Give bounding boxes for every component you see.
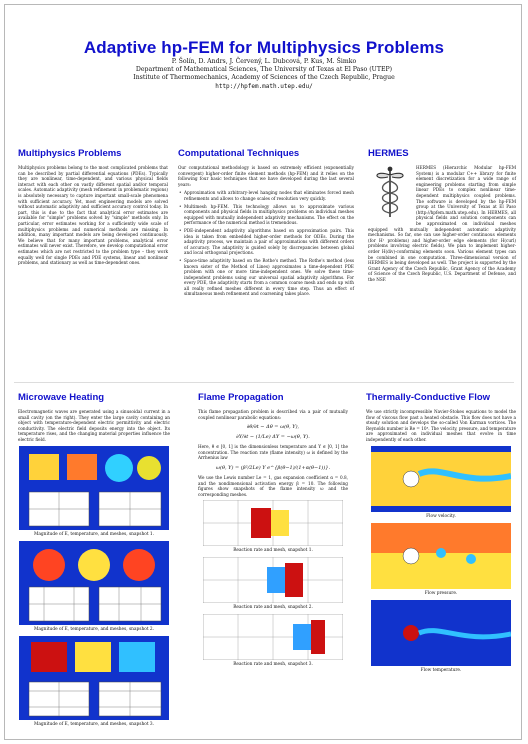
section-thermal bbox=[366, 392, 516, 677]
microwave-figure-3 bbox=[19, 636, 169, 720]
affiliation-1: Department of Mathematical Sciences, The University of Texas at El Paso (UTEP) bbox=[135, 66, 393, 73]
flame-figure-2 bbox=[203, 557, 343, 603]
figure-caption: Flow temperature. bbox=[420, 667, 462, 673]
section-text: We use the Lewis number Le = 1, gas expansion coefficient α = 0.8, and the nondimensional activation energy β = 10. The following figures show snapshots of the flame intensity ω and the corresponding meshes. bbox=[198, 474, 348, 497]
section-title: Flame Propagation bbox=[198, 392, 284, 403]
figure-caption: Reaction rate and mesh, snapshot 2. bbox=[233, 605, 313, 611]
section-text: HERMES (Hierarchic Modular hp-FEM System) is a modular C++ library for finite element discretization for a wide range of engineering problems starting from simple linear PDEs to complex nonlinear time-dependent multiphysics coupled problems. The software is developed by the hp-FEM group at the University of Texas at El Paso (http://hpfem.math.utep.edu). In HERMES, all physical fields and solution components can be approximated on individual meshes equipped with mutually independent automatic adaptivity mechanisms. So far, one can use higher-order continuous elements (for H¹ problems) and higher-order edge elements (for H(curl) problems involving electric fields). We plan to implement higher-order H(div)-conforming elements soon. Various element types can be combined in one computation. Three-dimensional version of HERMES is being developed as well. The project is supported by the Grant Agency of the Czech Republic, Grant Agency of the Academy of Science of the Czech Republic, U.S. Department of Defense, and the NSF. bbox=[368, 165, 516, 282]
flow-temperature-figure bbox=[371, 600, 511, 666]
section-title: HERMES bbox=[368, 148, 409, 159]
section-text: Electromagnetic waves are generated using a sinusoidal current in a small cavity (on the right). They enter the large cavity containing an object with temperature-dependent electric permittivity and electric conductivity. The electric field deposits energy into the object. Its temperature rises, and the changing material properties influence the electric field. bbox=[18, 409, 170, 442]
section-text: Here, θ ∈ [0, 1] is the dimensionless temperature and Y ∈ [0, 1] the concentration. The reaction rate (flame intensity) ω is defined by the Arrhenius law bbox=[198, 444, 348, 461]
figure-caption: Reaction rate and mesh, snapshot 3. bbox=[233, 662, 313, 668]
equation-3: ω(θ, Y) = (β²/2Le) Y e^{β(θ−1)/(1+α(θ−1))}. bbox=[215, 464, 331, 471]
technique-list bbox=[178, 190, 354, 297]
figure-caption: Flow pressure. bbox=[424, 590, 458, 596]
section-hermes bbox=[368, 148, 516, 285]
figure-caption: Magnitude of E, temperature, and meshes, snapshot 3. bbox=[33, 721, 155, 727]
section-flame bbox=[198, 392, 348, 671]
figure-caption: Magnitude of E, temperature, and meshes, snapshot 2. bbox=[33, 626, 155, 632]
section-computational bbox=[178, 148, 354, 299]
authors: P. Šolín, D. Andrs, J. Červený, L. Dubcová, P. Kus, M. Šimko bbox=[171, 58, 357, 65]
flow-pressure-figure bbox=[371, 523, 511, 589]
technique-item: • PDE-independent adaptivity algorithms based on approximation pairs. This idea is taken from embedded higher-order methods for ODEs. During the adaptivity process, we maintain a pair of approximations with different orders of accuracy. The adaptivity is guided solely by discrepancies between global and local orthogonal projections. bbox=[184, 228, 354, 256]
technique-item: • Multimesh hp-FEM. This technology allows us to approximate various components and physical fields in multiphysics problems on individual meshes equipped with mutually independent adaptivity mechanisms. The effect on the performance of the numerical method is tremendous. bbox=[184, 204, 354, 226]
equation-2: ∂Y/∂t − (1/Le) ΔY = −ω(θ, Y). bbox=[236, 434, 310, 441]
flame-figure-3 bbox=[203, 614, 343, 660]
section-microwave bbox=[18, 392, 170, 731]
caduceus-icon bbox=[368, 165, 412, 219]
technique-item: • Approximation with arbitrary-level hanging nodes that eliminates forced mesh refinements and allows to change scales of resolution very quickly. bbox=[184, 190, 354, 201]
section-text: Multiphysics problems belong to the most complicated problems that can be described by partial differential equations (PDEs). Typically they are nonlinear, time-dependent, and various physical fields interact with each other on vastly different spatial and/or temporal scales. Automatic adaptivity (mesh refinement in problematic regions) is absolutely necessary to capture important small-scale phenomena with sufficient accuracy. Yet, most engineering models are solved without automatic adaptivity and sufficient accuracy control today. In part, this is due to the fact that analytical error estimates are available for "simple" problems solved by "simple" methods only. In particular, error estimates working for a sufficiently wide scale of multiphysics problems and numerical methods are missing. In addition, many important models are being developed continuously. We believe that for many important problems, analytical error estimates will never exist. Therefore, we develop computational error estimates which are not restricted to the problem type – they work equally well for single PDEs and PDE systems, linear and nonlinear problems, and stationary as well as time-dependent ones. bbox=[18, 165, 168, 266]
section-title: Thermally-Conductive Flow bbox=[366, 392, 491, 403]
equation-1: ∂θ/∂t − Δθ = ω(θ, Y), bbox=[246, 424, 300, 431]
project-url[interactable]: http://hpfem.math.utep.edu/ bbox=[215, 83, 313, 90]
section-text: We use strictly incompressible Navier-Stokes equations to model the flow of viscous flow past a heated obstacle. This flow does not have a steady solution and develops the so-called Von Karman vortices. The Reynolds number is Re = 10³. The velocity, pressure, and temperature are approximated on individual meshes that evolve in time independently of each other. bbox=[366, 409, 516, 442]
section-text: This flame propagation problem is described via a pair of mutually coupled nonlinear parabolic equations: bbox=[198, 409, 348, 420]
figure-caption: Magnitude of E, temperature, and meshes, snapshot 1. bbox=[33, 531, 155, 537]
affiliation-2: Institute of Thermomechanics, Academy of Sciences of the Czech Republic, Prague bbox=[133, 74, 395, 81]
microwave-figure-2 bbox=[19, 541, 169, 625]
section-intro: Our computational methodology is based on extremely efficient (exponentially convergent) higher-order finite element methods (hp-FEM) and it relies on the following four basic techniques that we have developed during the last several years: bbox=[178, 165, 354, 187]
poster-header bbox=[0, 38, 528, 90]
section-title: Multiphysics Problems bbox=[18, 148, 122, 159]
flame-figure-1 bbox=[203, 500, 343, 546]
technique-item: • Space-time adaptivity based on the Rothe's method. The Rothe's method (less known sister of the Method of Lines) approximates a time-dependent PDE problem with one or more time-independent ones. We solve these time-independent problems using our universal spatial adaptivity algorithms. For every PDE, the adaptivity starts from a common coarse mesh and ends up with all really refined meshes different in every time step. Thus an effect of simultaneous mesh refinement and coarsening takes place. bbox=[184, 258, 354, 297]
hermes-logo bbox=[368, 165, 412, 219]
microwave-figure-1 bbox=[19, 446, 169, 530]
flow-velocity-figure bbox=[371, 446, 511, 512]
figure-caption: Reaction rate and mesh, snapshot 1. bbox=[233, 548, 313, 554]
section-multiphysics bbox=[18, 148, 168, 269]
figure-caption: Flow velocity. bbox=[426, 513, 456, 519]
poster-title: Adaptive hp-FEM for Multiphysics Problems bbox=[83, 38, 445, 57]
section-title: Microwave Heating bbox=[18, 392, 105, 403]
divider bbox=[14, 382, 514, 383]
section-title: Computational Techniques bbox=[178, 148, 300, 159]
